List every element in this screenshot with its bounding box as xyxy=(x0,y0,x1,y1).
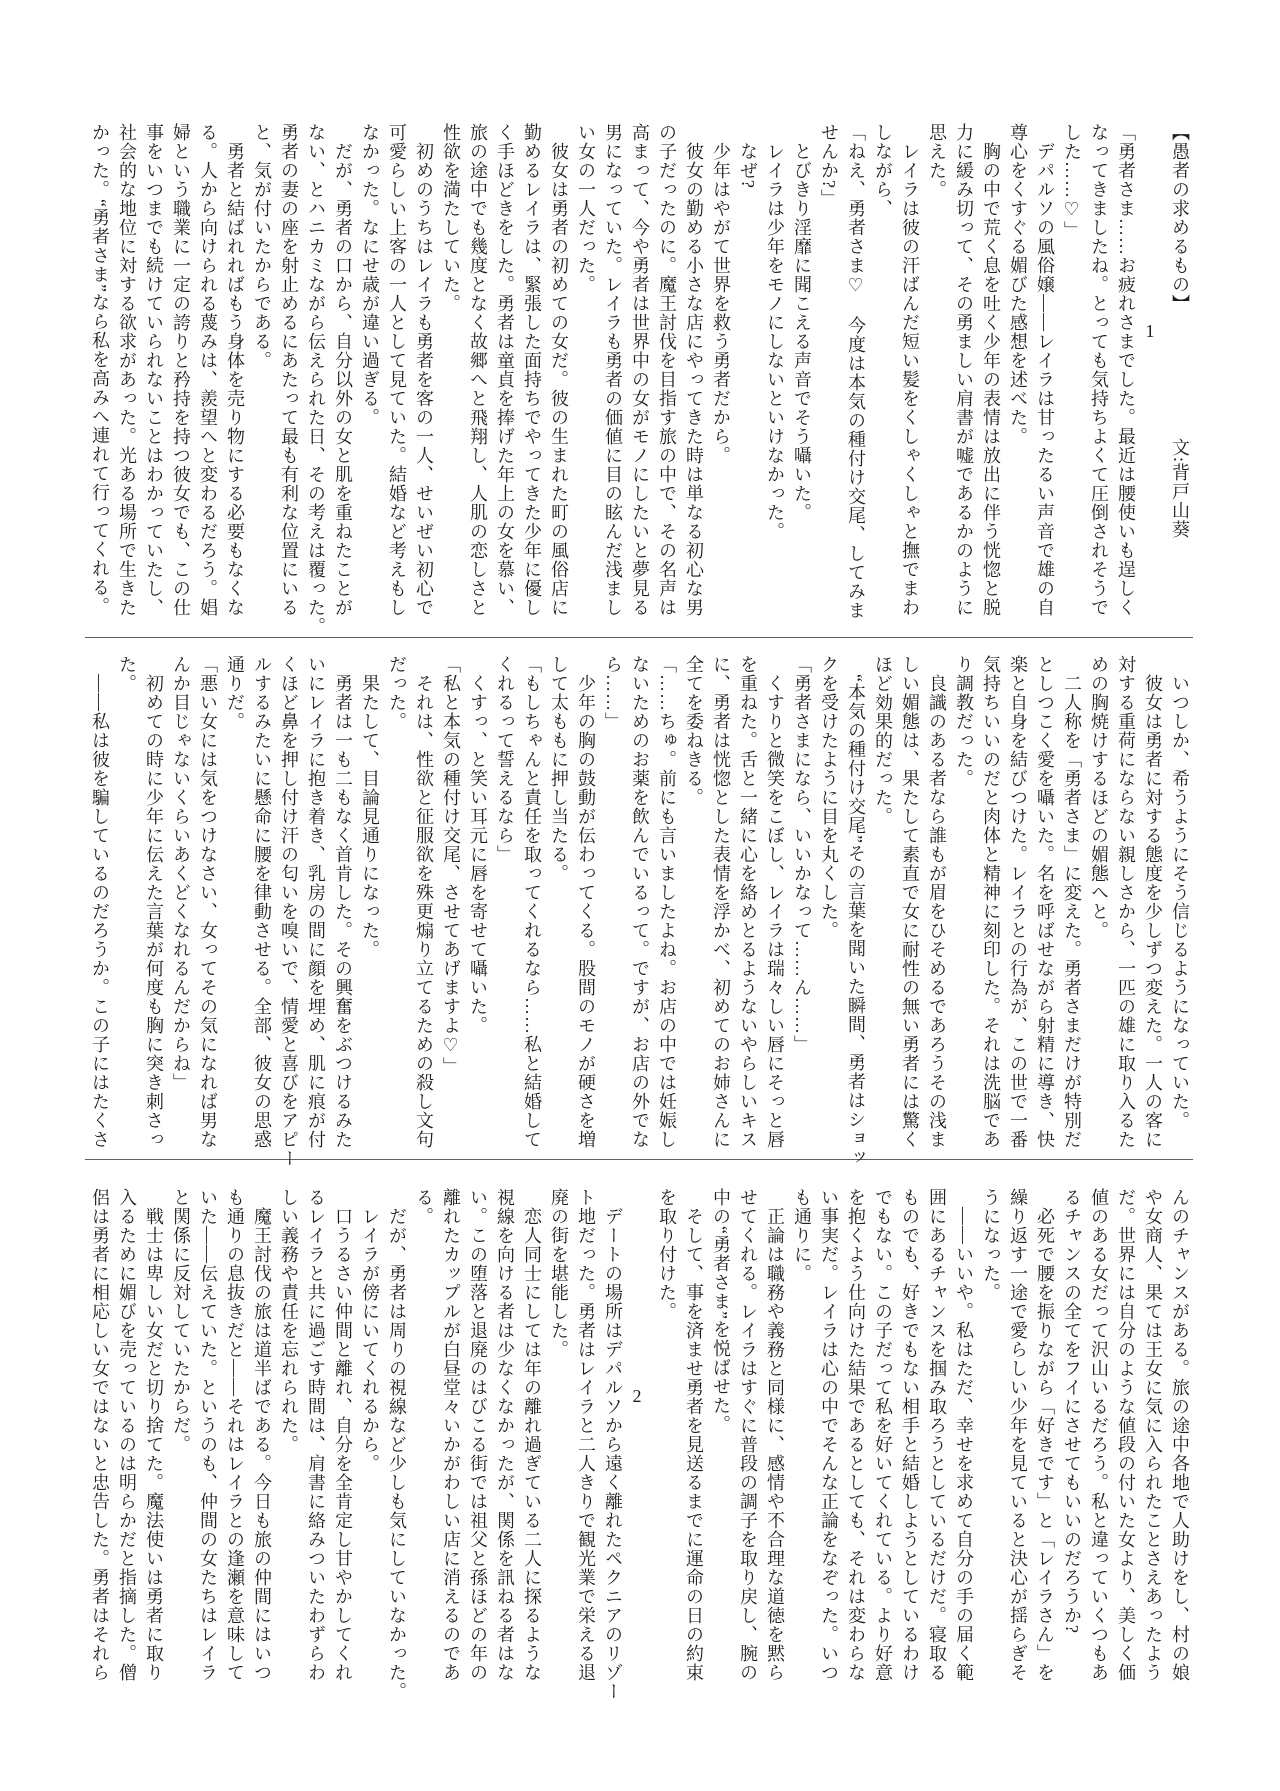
text-column: して太ももに押し当たる。 xyxy=(549,655,569,883)
text-column: 全てを委ねきる。 xyxy=(684,655,704,807)
section-number-column xyxy=(1139,123,1166,619)
text-column: そして、事を済ませ勇者を見送るまでに運命の日の約束 xyxy=(684,1188,704,1682)
text-column: なぜ? xyxy=(738,123,758,189)
text-column: 「……ちゅ。前にも言いましたよね。お店の中では妊娠し xyxy=(657,655,677,1149)
text-column: 口うるさい仲間と離れ、自分を全肯定し甘やかしてくれ xyxy=(333,1188,353,1682)
text-column: めの胸焼けするほどの媚態へと。 xyxy=(1089,655,1109,940)
text-column: いつしか、希うようにそう信じるようになっていた。 xyxy=(1170,655,1190,1130)
text-column: 必死で腰を振りながら「好きです」と「レイラさん」を xyxy=(1035,1188,1055,1682)
section-divider xyxy=(85,637,1193,638)
title-column xyxy=(1166,123,1193,619)
text-column: デートの場所はデパルソから遠く離れたペクニアのリゾー xyxy=(603,1188,623,1701)
text-column: 廃の街を堪能した。 xyxy=(549,1188,569,1359)
text-column: だ。世界には自分のような値段の付いた女より、美しく価 xyxy=(1116,1188,1136,1682)
text-column: それは、性欲と征服欲を殊更煽り立てるための殺し文句 xyxy=(414,655,434,1149)
text-column: いにレイラに抱き着き、乳房の間に顔を埋め、肌に痕が付 xyxy=(306,655,326,1149)
text-column: 彼女は勇者の初めての女だ。彼の生まれた町の風俗店に xyxy=(549,123,569,617)
text-column: 視線を向ける者は少なくなかったが、関係を訊ねる者はな xyxy=(495,1188,515,1682)
text-column: ものでも、好きでもない相手と結婚しようとしているわけ xyxy=(900,1188,920,1682)
section-divider xyxy=(85,1159,1193,1160)
text-column: ら……」 xyxy=(603,655,623,731)
text-column: 良識のある者なら誰もが眉をひそめるであろうその浅ま xyxy=(927,655,947,1149)
text-column: だった。 xyxy=(387,655,407,731)
text-column: 事をいつまでも続けていられないことはわかっていたし、 xyxy=(144,123,164,617)
text-column: 対する重荷にならない親しさから、一匹の雄に取り入るた xyxy=(1116,655,1136,1149)
text-column: デパルソの風俗嬢――レイラは甘ったるい声音で雄の自 xyxy=(1035,123,1055,617)
text-column: くほど鼻を押し付け汗の匂いを嗅いで、情愛と喜びをアピー xyxy=(279,655,299,1168)
text-column: んのチャンスがある。旅の途中各地で人助けをし、村の娘 xyxy=(1170,1188,1190,1682)
text-column: た。 xyxy=(117,655,137,693)
text-column: くすりと微笑をこぼし、レイラは瑞々しい唇にそっと唇 xyxy=(765,655,785,1149)
text-column: 婦という職業に一定の誇りと矜持を持つ彼女でも、この仕 xyxy=(171,123,191,617)
text-column: 果たして、目論見通りになった。 xyxy=(360,655,380,959)
text-column: ルするみたいに懸命に腰を律動させる。全部、彼女の思惑 xyxy=(252,655,272,1149)
text-column: 社会的な地位に対する欲求があった。光ある場所で生きた xyxy=(117,123,137,617)
text-column: なってきましたね。とっても気持ちよくて圧倒されそうで xyxy=(1089,123,1109,617)
text-column: 勤めるレイラは、緊張した面持ちでやってきた少年に優し xyxy=(522,123,542,617)
text-column: ――私は彼を騙しているのだろうか。この子にはたくさ xyxy=(90,655,110,1149)
text-column: んか目じゃないくらいあくどくなれるんだからね」 xyxy=(171,655,191,1092)
text-column: ないためのお薬を飲んでいるって。ですが、お店の外でな xyxy=(630,655,650,1149)
text-column: 値のある女だって沢山いるだろう。私と違っていくつもあ xyxy=(1089,1188,1109,1682)
text-column: くすっ、と笑い耳元に唇を寄せて囁いた。 xyxy=(468,655,488,1035)
text-column: も通りに。 xyxy=(792,1188,812,1283)
text-column: ト地だった。勇者はレイラと二人きりで観光業で栄える退 xyxy=(576,1188,596,1682)
text-column: レイラは少年をモノにしないといけなかった。 xyxy=(765,123,785,541)
text-column: なかった。なにせ歳が違い過ぎる。 xyxy=(360,123,380,427)
text-column: うになった。 xyxy=(981,1188,1001,1302)
text-column: しながら、 xyxy=(873,123,893,218)
text-column: 正論は職務や義務と同様に、感情や不合理な道徳を黙ら xyxy=(765,1188,785,1682)
text-column: 「ねえ、勇者さま♡ 今度は本気の種付け交尾、してみま xyxy=(846,123,866,620)
text-column: 胸の中で荒く息を吐く少年の表情は放出に伴う恍惚と脱 xyxy=(981,123,1001,617)
text-column: とびきり淫靡に聞こえる声音でそう囁いた。 xyxy=(792,123,812,522)
text-column: に、勇者は恍惚とした表情を浮かべ、初めてのお姉さんに xyxy=(711,655,731,1149)
text-column: の子だったのに。魔王討伐を目指す旅の中で、その名声は xyxy=(657,123,677,617)
text-column: と、気が付いたからである。 xyxy=(252,123,272,370)
text-column: や女商人、果ては王女に気に入られたことさえあったよう xyxy=(1143,1188,1163,1682)
section-block-1 xyxy=(85,123,1193,636)
text-column: 繰り返す一途で愛らしい少年を見ていると決心が揺らぎそ xyxy=(1008,1188,1028,1682)
text-column: いた――伝えていた。というのも、仲間の女たちはレイラ xyxy=(198,1188,218,1682)
text-column: 力に緩み切って、その勇ましい肩書が嘘であるかのように xyxy=(954,123,974,617)
section-number: 2 xyxy=(627,1386,647,1407)
text-column: い女の一人だった。 xyxy=(576,123,596,294)
section-number-column xyxy=(626,1188,653,1684)
text-column: 通りだ。 xyxy=(225,655,245,731)
page-title: 【愚者の求めるもの】 xyxy=(1170,123,1190,313)
text-column: 楽と自身を結びつけた。レイラとの行為が、この世で一番 xyxy=(1008,655,1028,1149)
text-column: 「もしちゃんと責任を取ってくれるなら……私と結婚して xyxy=(522,655,542,1149)
text-column: 少年はやがて世界を救う勇者だから。 xyxy=(711,123,731,465)
text-column: 高まって、今や勇者は世界中の女がモノにしたいと夢見る xyxy=(630,123,650,617)
text-column: 彼女は勇者に対する態度を少しずつ変えた。一人の客に xyxy=(1143,655,1163,1149)
text-column: り調教だった。 xyxy=(954,655,974,788)
text-column: せてくれる。レイラはすぐに普段の調子を取り戻し、腕の xyxy=(738,1188,758,1682)
text-column: 思えた。 xyxy=(927,123,947,199)
text-column: い事実だ。レイラは心の中でそんな正論をなぞった。いつ xyxy=(819,1188,839,1682)
author-credit: 文:背戸山葵 xyxy=(1170,438,1190,540)
text-column: くれるって誓えるなら」 xyxy=(495,655,515,864)
section-number: 1 xyxy=(1140,321,1160,342)
text-column: ――いいや。私はただ、幸せを求めて自分の手の届く範 xyxy=(954,1188,974,1682)
text-column: 離れたカップルが白昼堂々いかがわしい店に消えるのであ xyxy=(441,1188,461,1682)
text-column: 囲にあるチャンスを掴み取ろうとしているだけだ。寝取る xyxy=(927,1188,947,1682)
text-column: レイラは彼の汗ばんだ短い髪をくしゃくしゃと撫でまわ xyxy=(900,123,920,617)
text-column: 二人称を「勇者さま」に変えた。勇者さまだけが特別だ xyxy=(1062,655,1082,1149)
text-column: る。人から向けられる蔑みは、羨望へと変わるだろう。娼 xyxy=(198,123,218,617)
text-column: 彼女の勤める小さな店にやってきた時は単なる初心な男 xyxy=(684,123,704,617)
text-column: 性欲を満たしていた。 xyxy=(441,123,461,313)
text-column: 侶は勇者に相応しい女ではないと忠告した。勇者はそれら xyxy=(90,1188,110,1682)
text-column: る。 xyxy=(414,1188,434,1226)
text-column: と関係に反対していたからだ。 xyxy=(171,1188,191,1454)
text-column: 旅の途中でも幾度となく故郷へと飛翔し、人肌の恋しさと xyxy=(468,123,488,617)
section-block-3 xyxy=(85,1188,1193,1701)
text-column: 「悪い女には気をつけなさい、女ってその気になれば男な xyxy=(198,655,218,1149)
text-column: 初めての時に少年に伝えた言葉が何度も胸に突き刺さっ xyxy=(144,655,164,1149)
text-column: 気持ちいいのだと肉体と精神に刻印した。それは洗脳であ xyxy=(981,655,1001,1149)
section-block-2 xyxy=(85,655,1193,1168)
text-column: 少年の胸の鼓動が伝わってくる。股間のモノが硬さを増 xyxy=(576,655,596,1149)
text-column: い。この堕落と退廃のはびこる街では祖父と孫ほどの年の xyxy=(468,1188,488,1682)
text-column: レイラが傍にいてくれるから。 xyxy=(360,1188,380,1473)
text-column: も通りの息抜きだと――それはレイラとの逢瀬を意味して xyxy=(225,1188,245,1682)
text-column: ない、とハニカミながら伝えられた日、その考えは覆った。 xyxy=(306,123,326,636)
text-column: 戦士は卑しい女だと切り捨てた。魔法使いは勇者に取り xyxy=(144,1188,164,1682)
text-column: 入るために媚びを売っているのは明らかだと指摘した。僧 xyxy=(117,1188,137,1682)
text-column: 中の“勇者さま”を悦ばせた。 xyxy=(711,1188,731,1434)
text-column: 勇者は一も二もなく首肯した。その興奮をぶつけるみた xyxy=(333,655,353,1149)
text-column: 勇者の妻の座を射止めるにあたって最も有利な位置にいる xyxy=(279,123,299,617)
text-column: クを受けたように目を丸くした。 xyxy=(819,655,839,940)
text-column: を取り付けた。 xyxy=(657,1188,677,1321)
text-column: だが、勇者は周りの視線など少しも気にしていなかった。 xyxy=(387,1188,407,1701)
text-column: せんか?」 xyxy=(819,123,839,208)
text-column: でもない。この子だって私を好いてくれている。より好意 xyxy=(873,1188,893,1682)
text-column: 「私と本気の種付け交尾、させてあげますよ♡」 xyxy=(441,655,461,1076)
text-column: 可愛らしい上客の一人として見ていた。結婚など考えもし xyxy=(387,123,407,617)
text-column: 初めのうちはレイラも勇者を客の一人、せいぜい初心で xyxy=(414,123,434,617)
text-column: 勇者と結ばれればもう身体を売り物にする必要もなくな xyxy=(225,123,245,617)
text-column: だが、勇者の口から、自分以外の女と肌を重ねたことが xyxy=(333,123,353,617)
text-column: 「勇者さま……お疲れさまでした。最近は腰使いも逞しく xyxy=(1116,123,1136,617)
text-column: 魔王討伐の旅は道半ばである。今日も旅の仲間にはいつ xyxy=(252,1188,272,1682)
text-column: かった。“勇者さま”なら私を高みへ連れて行ってくれる。 xyxy=(90,123,110,616)
text-column: 恋人同士にしては年の離れ過ぎている二人に探るような xyxy=(522,1188,542,1682)
text-column: としつこく愛を囁いた。名を呼ばせながら射精に導き、快 xyxy=(1035,655,1055,1149)
text-column: した……♡」 xyxy=(1062,123,1082,240)
text-column: “本気の種付け交尾”その言葉を聞いた瞬間、勇者はショッ xyxy=(846,655,866,1167)
text-column: るチャンスの全てをフイにさせてもいいのだろうか? xyxy=(1062,1188,1082,1634)
text-column: を重ねた。舌と一緒に心を絡めとるようないやらしいキス xyxy=(738,655,758,1149)
text-column: 男になっていた。レイラも勇者の価値に目の眩んだ浅まし xyxy=(603,123,623,617)
text-column: しい義務や責任を忘れられた。 xyxy=(279,1188,299,1454)
text-column: く手ほどきをした。勇者は童貞を捧げた年上の女を慕い、 xyxy=(495,123,515,617)
text-column: を抱くよう仕向けた結果であるとしても、それは変わらな xyxy=(846,1188,866,1682)
text-column: 尊心をくすぐる媚びた感想を述べた。 xyxy=(1008,123,1028,446)
text-column: 「勇者さまになら、いいかなって……ん……」 xyxy=(792,655,812,1054)
text-column: ほど効果的だった。 xyxy=(873,655,893,826)
text-column: しい媚態は、果たして素直で女に耐性の無い勇者には驚く xyxy=(900,655,920,1149)
text-column: るレイラと共に過ごす時間は、肩書に絡みついたわずらわ xyxy=(306,1188,326,1682)
